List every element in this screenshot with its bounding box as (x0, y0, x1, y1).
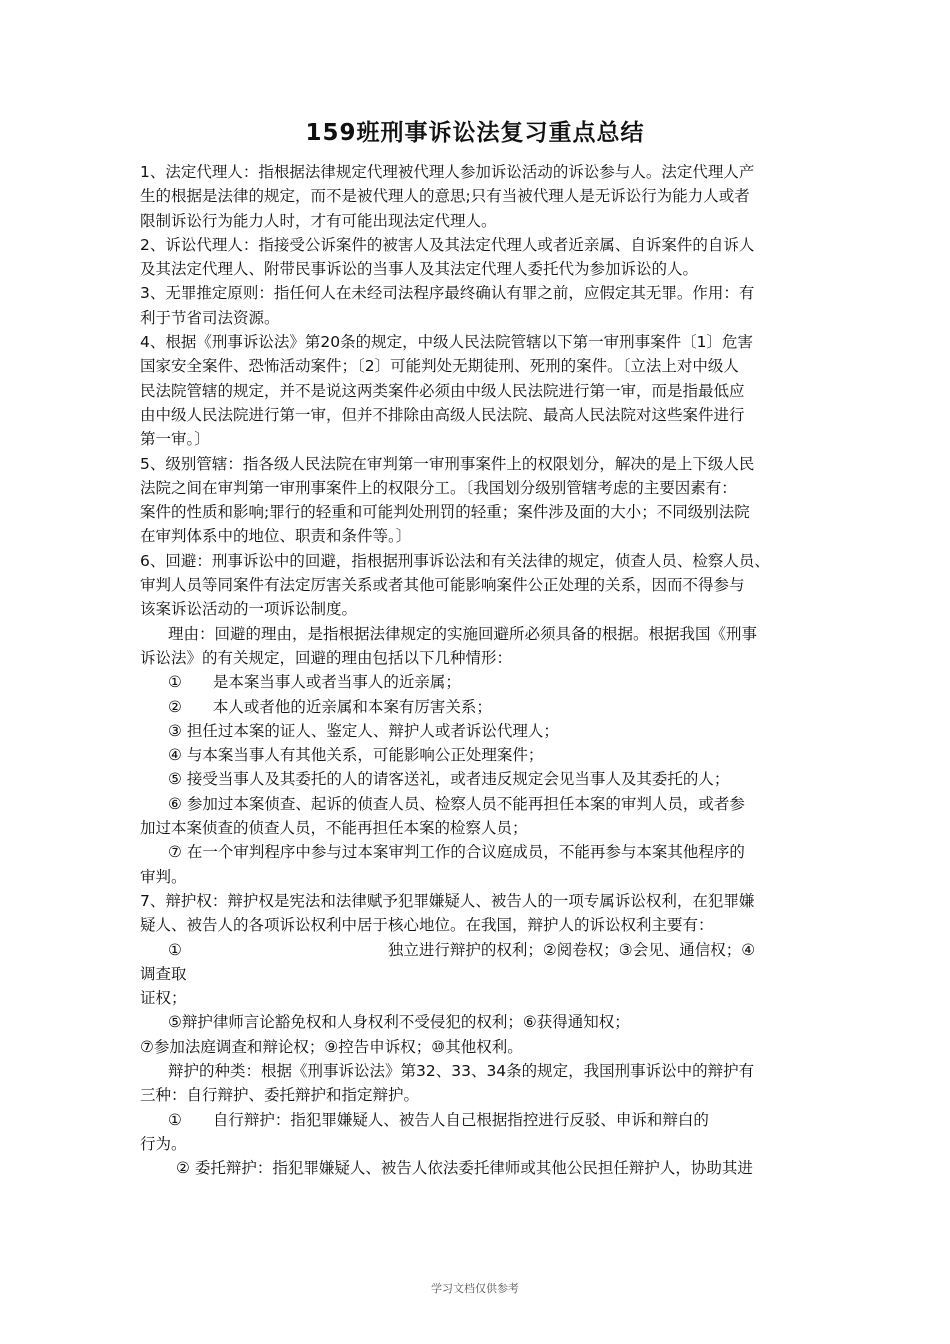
list-item: ① 自行辩护：指犯罪嫌疑人、被告人自己根据指控进行反驳、申诉和辩白的 (168, 1110, 709, 1129)
text-line: 6、回避：刑事诉讼中的回避，指根据刑事诉讼法和有关法律的规定，侦查人员、检察人员、 (140, 551, 770, 570)
list-item: 独立进行辩护的权利；②阅卷权；③会见、通信权；④ (387, 940, 756, 959)
text-line: 民法院管辖的规定，并不是说这两类案件必须由中级人民法院进行第一审，而是指最低应 (140, 381, 745, 400)
text-line: ⑦参加法庭调查和辩论权；⑨控告申诉权；⑩其他权利。 (140, 1037, 523, 1056)
list-item: ② 本人或者他的近亲属和本案有厉害关系； (168, 697, 492, 716)
text-line: 行为。 (140, 1134, 187, 1153)
text-line: 调查取 (140, 964, 187, 983)
text-line: 加过本案侦查的侦查人员，不能再担任本案的检察人员； (140, 819, 528, 838)
text-line: 及其法定代理人、附带民事诉讼的当事人及其法定代理人委托代为参加诉讼的人。 (140, 260, 699, 279)
text-line: 4、根据《刑事诉讼法》第20条的规定，中级人民法院管辖以下第一审刑事案件〔1〕危害 (140, 333, 753, 352)
text-line: 第一审。〕 (140, 430, 210, 449)
text-line: 证权； (140, 989, 187, 1008)
text-line: 5、级别管辖：指各级人民法院在审判第一审刑事案件上的权限划分，解决的是上下级人民 (140, 454, 755, 473)
text-line: 在审判体系中的地位、职责和条件等。〕 (140, 527, 412, 546)
text-line: 审判。 (140, 867, 187, 886)
list-item: ⑦ 在一个审判程序中参与过本案审判工作的合议庭成员，不能再参与本案其他程序的 (168, 843, 745, 862)
text-line: 该案诉讼活动的一项诉讼制度。 (140, 600, 358, 619)
text-line: 利于节省司法资源。 (140, 308, 280, 327)
text-line: 1、法定代理人：指根据法律规定代理被代理人参加诉讼活动的诉讼参与人。法定代理人产 (140, 163, 755, 181)
document-title: 159班刑事诉讼法复习重点总结 (305, 120, 645, 146)
document-body (140, 160, 830, 1180)
text-line: 7、辩护权：辩护权是宪法和法律赋予犯罪嫌疑人、被告人的一项专属诉讼权利，在犯罪嫌 (140, 891, 755, 910)
text-line: 疑人、被告人的各项诉讼权利中居于核心地位。在我国，辩护人的诉讼权利主要有： (140, 916, 714, 935)
text-line: 法院之间在审判第一审刑事案件上的权限分工。〔我国划分级别管辖考虑的主要因素有： (140, 478, 737, 497)
text-line: 诉讼法》的有关规定，回避的理由包括以下几种情形： (140, 648, 513, 667)
text-line: 生的根据是法律的规定，而不是被代理人的意思;只有当被代理人是无诉讼行为能力人或者 (140, 187, 750, 206)
page-footer: 学习文档仅供参考 (431, 1282, 519, 1295)
text-line: 限制诉讼行为能力人时，才有可能出现法定代理人。 (140, 211, 497, 230)
list-item: ⑤ 接受当事人及其委托的人的请客送礼，或者违反规定会见当事人及其委托的人； (168, 770, 730, 789)
text-line: 2、诉讼代理人：指接受公诉案件的被害人及其法定代理人或者近亲属、自诉案件的自诉人 (140, 235, 755, 254)
text-line: 案件的性质和影响;罪行的轻重和可能判处刑罚的轻重；案件涉及面的大小；不同级别法院 (140, 503, 750, 522)
list-item: ⑤辩护律师言论豁免权和人身权利不受侵犯的权利；⑥获得通知权； (168, 1013, 630, 1032)
list-item: ③ 担任过本案的证人、鉴定人、辩护人或者诉讼代理人； (168, 721, 559, 740)
list-marker: ① (168, 940, 182, 959)
list-item: ① 是本案当事人或者当事人的近亲属； (168, 673, 461, 692)
text-line: 辩护的种类：根据《刑事诉讼法》第32、33、34条的规定，我国刑事诉讼中的辩护有 (168, 1061, 755, 1080)
text-line (140, 938, 830, 962)
list-item: ② 委托辩护：指犯罪嫌疑人、被告人依法委托律师或其他公民担任辩护人，协助其进 (176, 1159, 753, 1178)
text-line: 国家安全案件、恐怖活动案件；〔2〕可能判处无期徒刑、死刑的案件。〔立法上对中级人 (140, 357, 739, 376)
list-item: ④ 与本案当事人有其他关系，可能影响公正处理案件； (168, 746, 544, 765)
text-line: 3、无罪推定原则：指任何人在未经司法程序最终确认有罪之前，应假定其无罪。作用：有 (140, 284, 755, 303)
text-line: 三种：自行辩护、委托辩护和指定辩护。 (140, 1086, 420, 1105)
text-line: 由中级人民法院进行第一审，但并不排除由高级人民法院、最高人民法院对这些案件进行 (140, 405, 745, 424)
text-line: 审判人员等同案件有法定厉害关系或者其他可能影响案件公正处理的关系，因而不得参与 (140, 576, 745, 595)
text-line: 理由：回避的理由，是指根据法律规定的实施回避所必须具备的根据。根据我国《刑事 (168, 624, 758, 643)
list-item: ⑥ 参加过本案侦查、起诉的侦查人员、检察人员不能再担任本案的审判人员，或者参 (168, 794, 745, 813)
